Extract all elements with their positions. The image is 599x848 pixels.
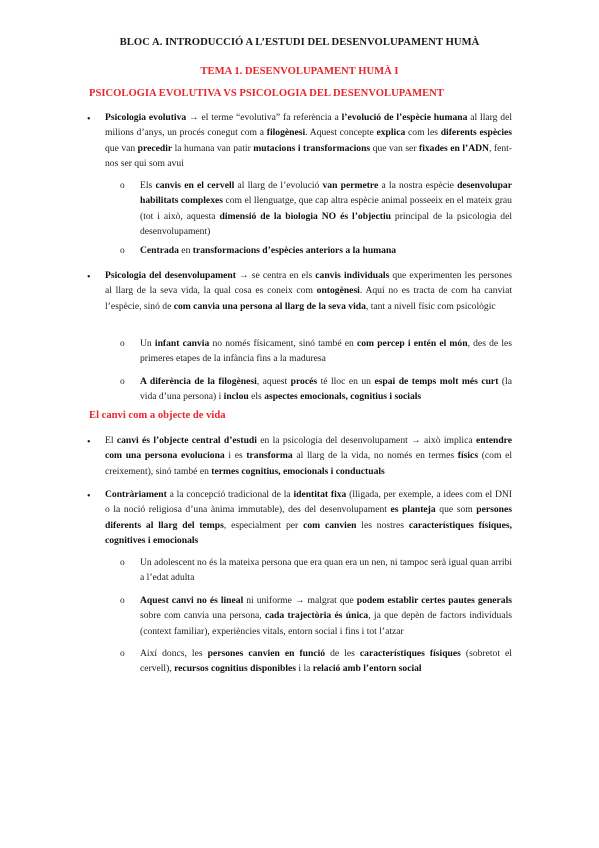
section-heading-2: El canvi com a objecte de vida (89, 410, 226, 421)
section-heading-1: PSICOLOGIA EVOLUTIVA VS PSICOLOGIA DEL DESENVOLUPAMENT (89, 88, 444, 99)
bullet-dot: • (87, 272, 91, 283)
paragraph-infant-canvia: Un infant canvia no només físicament, sinó també en com percep i entén el món, des de les primeres etapes de la infància fins a la maduresa (140, 338, 512, 365)
paragraph-aixi-doncs: Així doncs, les persones canvien en funció de les característiques físiques (sobretot el cervell), recursos cognitius disponibles i la relació amb l’entorn social (140, 648, 512, 675)
paragraph-psicologia-desenvolupament: Psicologia del desenvolupament → se centra en els canvis individuals que experimenten les persones al llarg de la seva vida, la qual cosa es coneix com ontogènesi. Aquí no es tracta de com ha canviat l’espècie, sinó de com canvia una persona al llarg de la seva vida, tant a nivell físic com psicològic (105, 270, 512, 312)
sub-bullet-circle: o (120, 246, 125, 256)
paragraph-canvis-cervell: Els canvis en el cervell al llarg de l’evolució van permetre a la nostra espècie desenvolupar habilitats complexes com el llenguatge, que cap altra espècie animal posseeix en el mateix grau (tot i això, aquesta dimensió de la biologia NO és l’objectiu principal de la psicologia del desenvolupament) (140, 180, 512, 238)
paragraph-adolescent: Un adolescent no és la mateixa persona que era quan era un nen, ni tampoc serà igual quan arribi a l’edat adulta (140, 557, 512, 584)
sub-bullet-circle: o (120, 649, 125, 659)
document-title: BLOC A. INTRODUCCIÓ A L’ESTUDI DEL DESENVOLUPAMENT HUMÀ (119, 37, 480, 48)
paragraph-contrariament: Contràriament a la concepció tradicional de la identitat fixa (lligada, per exemple, a idees com el DNI o la noció religiosa d’una ànima immutable), des del desenvolupament es planteja que som persones diferents al llarg del temps, especialment per com canvien les nostres característiques físiques, cognitives i emocionals (105, 489, 513, 547)
paragraph-diferencia-filogenesi: A diferència de la filogènesi, aquest procés té lloc en un espai de temps molt més curt (la vida d’una persona) i inclou els aspectes emocionals, cognitius i socials (140, 376, 512, 403)
topic-heading: TEMA 1. DESENVOLUPAMENT HUMÀ I (200, 66, 399, 77)
paragraph-centrada: Centrada en transformacions d’espècies anteriors a la humana (140, 245, 397, 256)
sub-bullet-circle: o (120, 596, 125, 606)
bullet-dot: • (87, 491, 91, 502)
sub-bullet-circle: o (120, 377, 125, 387)
sub-bullet-circle: o (120, 339, 125, 349)
sub-bullet-circle: o (120, 558, 125, 568)
paragraph-psicologia-evolutiva: Psicologia evolutiva → el terme “evolutiva” fa referència a l’evolució de l’espècie humana al llarg del milions d’anys, un procés conegut com a filogènesi. Aquest concepte explica com les diferents espècies que van precedir la humana van patir mutacions i transformacions que van ser fixades en l’ADN, fent-nos ser qui som avui (105, 112, 513, 170)
paragraph-canvi-objecte: El canvi és l’objecte central d’estudi en la psicologia del desenvolupament → això implica entendre com una persona evoluciona i es transforma al llarg de la vida, no només en termes físics (com el creixement), sinó també en termes cognitius, emocionals i conductuals (105, 435, 513, 477)
bullet-dot: • (87, 437, 91, 448)
bullet-dot: • (87, 114, 91, 125)
paragraph-canvi-no-lineal: Aquest canvi no és lineal ni uniforme → malgrat que podem establir certes pautes generals sobre com canvia una persona, cada trajectòria és única, ja que depèn de factors individuals (context familiar), experiències vitals, entorn social i fins i tot l’atzar (140, 595, 512, 637)
sub-bullet-circle: o (120, 181, 125, 191)
